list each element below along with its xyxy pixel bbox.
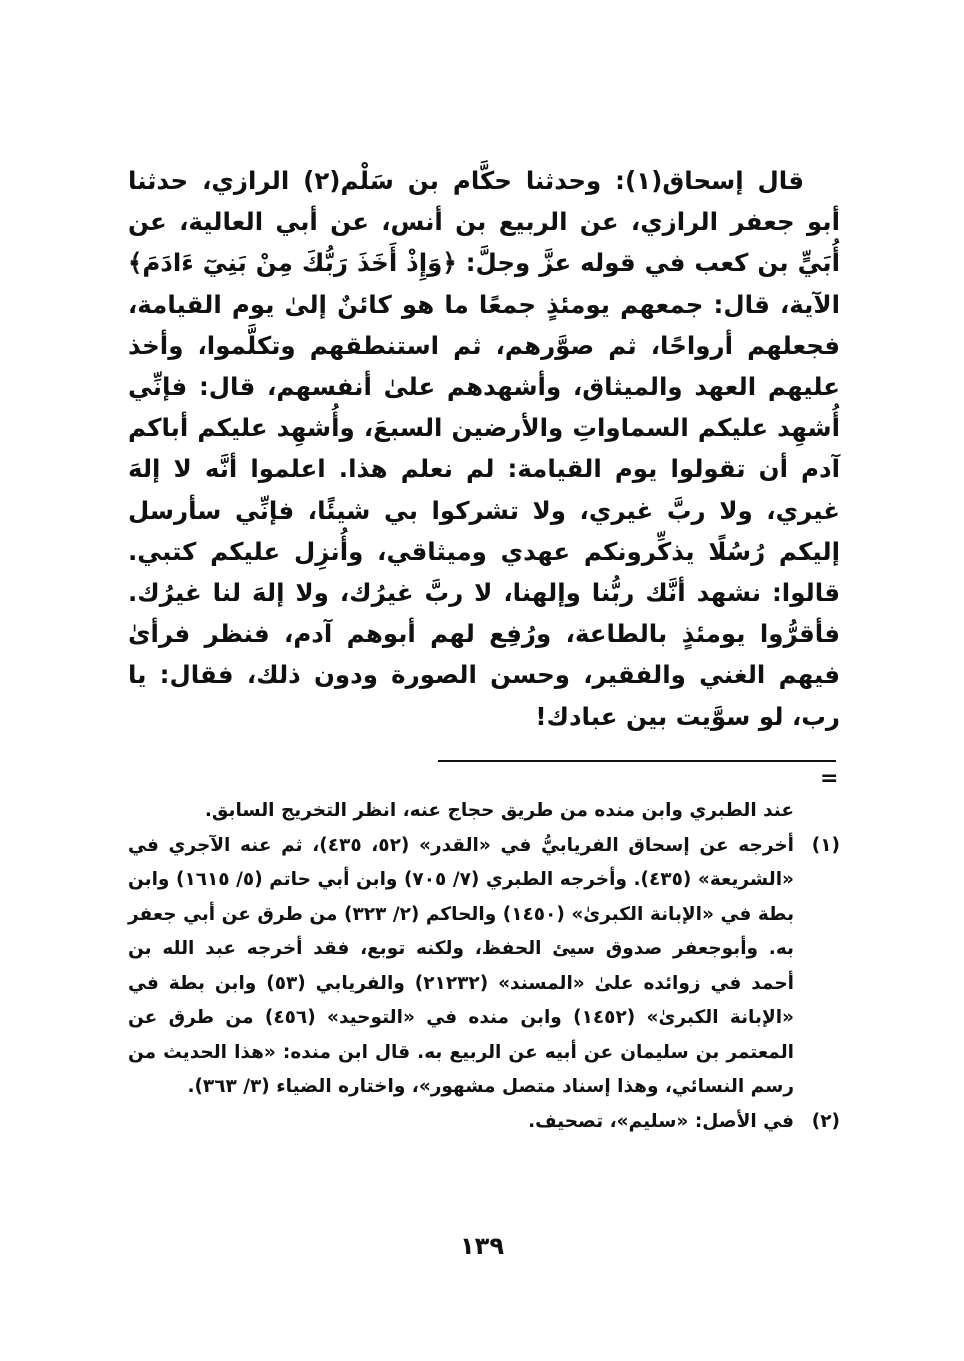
footnote-carryover: عند الطبري وابن منده من طريق حجاج عنه، انظر التخريج السابق. xyxy=(204,800,794,821)
footnote-1 xyxy=(128,829,840,1105)
footnote-continuation-mark: = xyxy=(820,766,839,791)
footnote-text: أخرجه عن إسحاق الفريابيُّ في «القدر» (٥٢، ٤٣٥)، ثم عنه الآجري في «الشريعة» (٤٣٥). وأخرجه الطبري (٧/ ٧٠٥) وابن أبي حاتم (٥/ ١٦١٥) وابن بطة في «الإبانة الكبرىٰ» (١٤٥٠) والحاكم (٢/ ٣٢٣) من طرق عن أبي جعفر به. وأبوجعفر صدوق سيئ الحفظ، ولكنه توبع، فقد أخرجه عبد الله بن أحمد في زوائده علىٰ «المسند» (٢١٢٣٢) والفريابي (٥٣) وابن بطة في «الإبانة الكبرىٰ» (١٤٥٢) وابن منده في «التوحيد» (٤٥٦) من طرق عن المعتمر بن سليمان عن أبيه عن الربيع به. قال ابن منده: «هذا الحديث من رسم النسائي، وهذا إسناد متصل مشهور»، واختاره الضياء (٣/ ٣٦٣). xyxy=(128,834,795,1097)
footnote-number: (١) xyxy=(811,834,840,856)
footnote-2 xyxy=(128,1105,840,1140)
footnote-text: في الأصل: «سليم»، تصحيف. xyxy=(528,1110,794,1132)
body-paragraph: قال إسحاق(١): وحدثنا حكَّام بن سَلْم(٢) الرازي، حدثنا أبو جعفر الرازي، عن الربيع بن أنس، عن أبي العالية، عن أُبَيٍّ بن كعب في قوله عزَّ وجلَّ: ﴿وَإِذْ أَخَذَ رَبُّكَ مِنْ بَنِيٓ ءَادَمَ﴾ الآية، قال: جمعهم يومئذٍ جمعًا ما هو كائنٌ إلىٰ يوم القيامة، فجعلهم أرواحًا، ثم صوَّرهم، ثم استنطقهم وتكلَّموا، وأخذ عليهم العهد والميثاق، وأشهدهم علىٰ أنفسهم، قال: فإنِّي أُشهِد عليكم السماواتِ والأرضين السبعَ، وأُشهِد عليكم أباكم آدم أن تقولوا يوم القيامة: لم نعلم هذا. اعلموا أنَّه لا إلهَ غيري، ولا ربَّ غيري، ولا تشركوا بي شيئًا، فإنِّي سأرسل إليكم رُسُلًا يذكِّرونكم عهدي وميثاقي، وأُنزِل عليكم كتبي. قالوا: نشهد أنَّك ربُّنا وإلهنا، لا ربَّ غيرُك، ولا إلهَ لنا غيرُك. فأقرُّوا يومئذٍ بالطاعة، ورُفِع لهم أبوهم آدم، فنظر فرأىٰ فيهم الغني والفقير، وحسن الصورة ودون ذلك، فقال: يا رب، لو سوَّيت بين عبادك! xyxy=(128,166,840,731)
footnote-separator xyxy=(438,760,836,762)
footnotes-section xyxy=(128,794,840,1139)
footnote-number: (٢) xyxy=(811,1110,840,1132)
main-text-block xyxy=(128,160,840,737)
page-number: ١٣٩ xyxy=(460,1232,504,1260)
